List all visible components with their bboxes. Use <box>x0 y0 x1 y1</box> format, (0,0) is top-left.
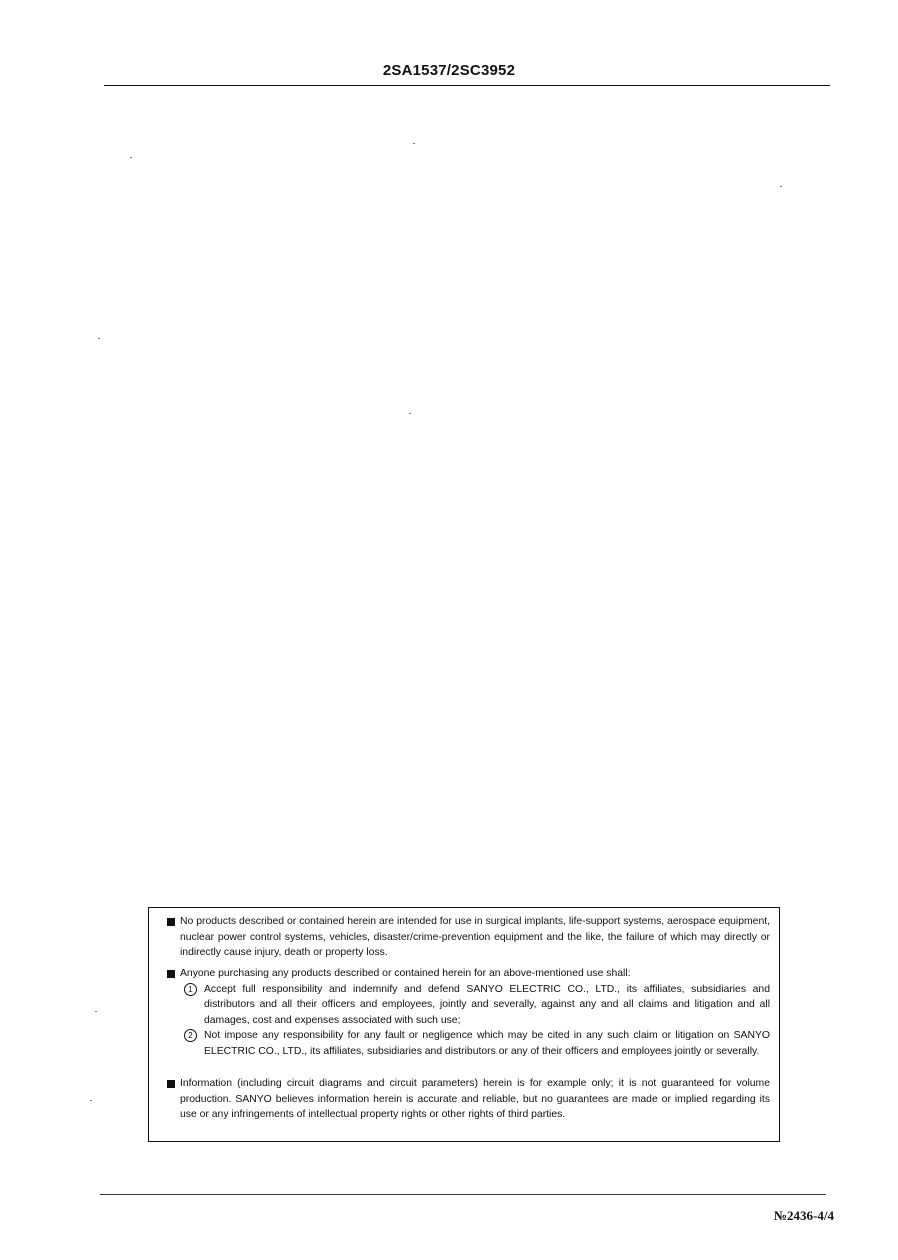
scan-speck <box>130 157 132 158</box>
page-number: №2436-4/4 <box>773 1208 834 1223</box>
obligation-item <box>184 1028 770 1059</box>
notice-purchaser-obligations <box>165 966 770 1059</box>
notice-intro: Anyone purchasing any products described or contained herein for an above-mentioned use shall: <box>180 968 631 979</box>
obligation-text: Not impose any responsibility for any fault or negligence which may be cited in any such claim or litigation on SANYO ELECTRIC CO., LTD., its affiliates, subsidiaries and distributors or any of their officers and employees jointly or severally. <box>204 1030 770 1057</box>
scan-speck <box>98 338 100 339</box>
disclaimer-box <box>148 907 780 1142</box>
scan-speck <box>90 1100 92 1101</box>
footer-rule <box>100 1194 826 1195</box>
notice-information <box>165 1076 770 1123</box>
notice-text: No products described or contained herein are intended for use in surgical implants, life-support systems, aerospace equipment, nuclear power control systems, vehicles, disaster/crime-prevention equipment and the like, the failure of which may directly or indirectly cause injury, death or property loss. <box>180 916 770 958</box>
circled-number-icon: 1 <box>184 983 197 996</box>
scan-speck <box>413 143 415 144</box>
notice-text: Information (including circuit diagrams and circuit parameters) herein is for example only; it is not guaranteed for volume production. SANYO believes information herein is accurate and reliable, but no guarantees are made or implied regarding its use or any infringements of intellectual property rights or other rights of third parties. <box>180 1078 770 1120</box>
scan-speck <box>409 413 411 414</box>
scan-speck <box>95 1011 97 1012</box>
circled-number-icon: 2 <box>184 1029 197 1042</box>
square-bullet-icon <box>167 970 175 978</box>
header-rule <box>104 85 830 86</box>
square-bullet-icon <box>167 918 175 926</box>
obligation-text: Accept full responsibility and indemnify and defend SANYO ELECTRIC CO., LTD., its affiliates, subsidiaries and distributors and all their officers and employees, jointly and severally, against any and all claims and litigation and all damages, cost and expenses associated with such use; <box>204 983 770 1026</box>
notice-prohibited-uses <box>165 914 770 961</box>
square-bullet-icon <box>167 1080 175 1088</box>
scan-speck <box>780 186 782 187</box>
page-title: 2SA1537/2SC3952 <box>382 62 516 79</box>
obligation-item <box>184 982 770 1029</box>
